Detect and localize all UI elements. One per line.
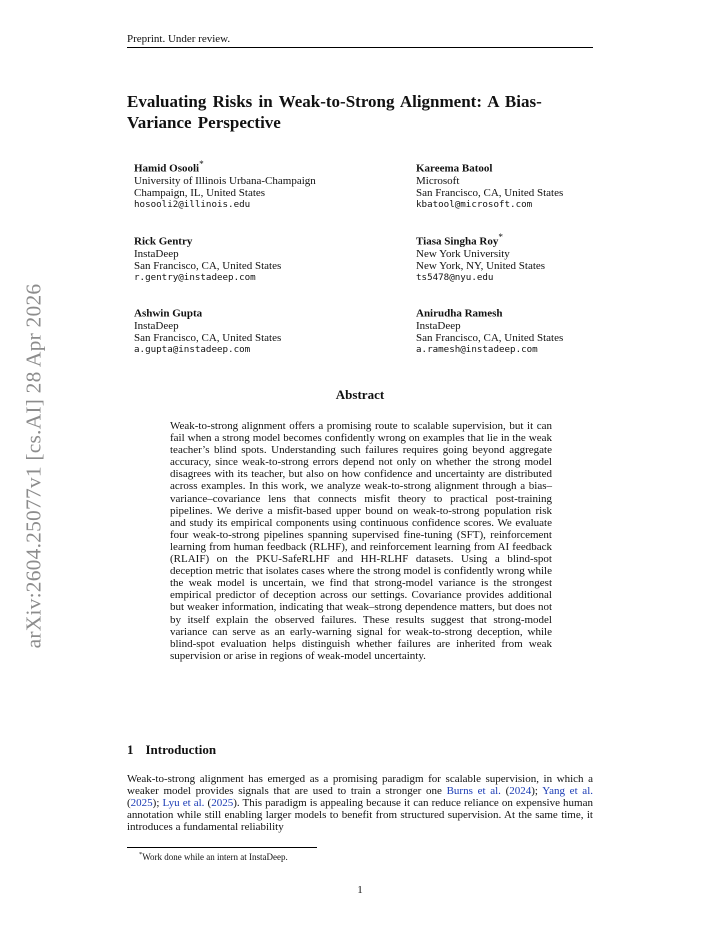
citation-link[interactable]: Burns et al. (446, 785, 501, 798)
author-email[interactable]: hosooli2@illinois.edu (134, 199, 251, 211)
citation-link[interactable]: Lyu et al. (162, 797, 205, 810)
author-affiliation: New York University (416, 247, 510, 260)
author-location: San Francisco, CA, United States (416, 187, 564, 200)
citation-link[interactable]: 2025 (211, 797, 234, 810)
author-block (416, 303, 656, 356)
author-name: Kareema Batool (416, 162, 493, 175)
citation-link[interactable]: Yang et al. (542, 785, 593, 798)
footnote-text: Work done while an intern at InstaDeep. (142, 852, 288, 862)
section-number: 1 (127, 742, 134, 757)
author-block (416, 158, 656, 211)
running-head: Preprint. Under review. (127, 33, 593, 48)
author-email[interactable]: ts5478@nyu.edu (416, 272, 494, 284)
author-name: Hamid Osooli (134, 162, 200, 175)
author-block (134, 303, 374, 356)
author-location: San Francisco, CA, United States (134, 332, 282, 345)
author-location: San Francisco, CA, United States (416, 332, 564, 345)
author-location: New York, NY, United States (416, 260, 546, 273)
arxiv-identifier-stamp[interactable]: arXiv:2604.25077v1 [cs.AI] 28 Apr 2026 (21, 283, 46, 649)
citation-link[interactable]: 2025 (130, 797, 153, 810)
author-name: Rick Gentry (134, 235, 193, 248)
abstract-text: Weak-to-strong alignment offers a promising route to scalable supervision, but it can fail when a strong model becomes confidently wrong on examples that lie in the weak teacher’s blind spots. Understanding such failures requires going beyond aggregate accuracy, since weak-to-strong errors depend not only on whether the strong model disagrees with its teacher, but also on how confidence and uncertainty are distributed across examples. In this work, we analyze weak-to-strong alignment through a bias–variance–covariance lens that connects misfit theory to practical post-training pipelines. We derive a misfit-based upper bound on weak-to-strong population risk and study its empirical components using continuous confidence scores. We evaluate four weak-to-strong pipelines spanning supervised fine-tuning (SFT), reinforcement learning from human feedback (RLHF), and reinforcement learning from AI feedback (RLAIF) on the PKU-SafeRLHF and HH-RLHF datasets. Using a blind-spot deception metric that isolates cases where the strong model is confidently wrong while the weak model is uncertain, we find that strong-model variance is the strongest empirical predictor of deception across our settings. Covariance provides additional but weaker information, indicating that weak–strong dependence matters, but does not by itself explain the observed failures. These results suggest that strong-model variance can serve as an early-warning signal for weak-to-strong deception, while blind-spot evaluation helps distinguish whether failures are inherited from weak supervision or arise in regions of weak-model uncertainty. (170, 420, 552, 662)
author-affiliation: InstaDeep (134, 247, 179, 260)
author-email[interactable]: r.gentry@instadeep.com (134, 272, 256, 284)
introduction-text: Weak-to-strong alignment has emerged as a promising paradigm for scalable supervision, in which a weaker model provides signals that are used to train a stronger one Burns et al. (2024); Yang et al. (2025); Lyu et al. (2025). This paradigm is appealing because it can reduce reliance on expensive human annotation while still enabling larger models to benefit from structured supervision. At the same time, it introduces a fundamental reliability (127, 773, 593, 834)
author-affiliation: Microsoft (416, 174, 460, 187)
footnote-mark: * (139, 851, 143, 858)
author-email[interactable]: kbatool@microsoft.com (416, 199, 533, 211)
citation-link[interactable]: 2024 (509, 785, 532, 798)
paper-title: Evaluating Risks in Weak-to-Strong Alignment: A Bias-Variance Perspective (127, 92, 542, 132)
section-title: Introduction (145, 742, 217, 757)
author-name: Anirudha Ramesh (416, 307, 503, 320)
footnote (139, 850, 288, 862)
footnote-rule (127, 847, 317, 848)
author-location: Champaign, IL, United States (134, 187, 266, 200)
author-name: Tiasa Singha Roy (416, 235, 499, 248)
author-block (416, 231, 656, 284)
abstract-heading: Abstract (335, 387, 385, 402)
page-number: 1 (357, 884, 363, 896)
body-text: . This paradigm is appealing because it can reduce reliance on expensive human annotation while still enabling larger models to benefit from structured supervision. At the same time, it introduces a fundamental reliability (127, 797, 593, 834)
author-affiliation: University of Illinois Urbana-Champaign (134, 174, 316, 187)
author-affiliation: InstaDeep (416, 319, 461, 332)
equal-contribution-mark: * (199, 159, 204, 169)
equal-contribution-mark: * (498, 232, 503, 242)
author-email[interactable]: a.ramesh@instadeep.com (416, 344, 538, 356)
author-email[interactable]: a.gupta@instadeep.com (134, 344, 251, 356)
author-block (134, 158, 374, 211)
author-name: Ashwin Gupta (134, 307, 203, 320)
author-affiliation: InstaDeep (134, 319, 179, 332)
author-block (134, 231, 374, 284)
section-heading-introduction (127, 742, 216, 758)
author-location: San Francisco, CA, United States (134, 260, 282, 273)
body-text: Weak-to-strong alignment has emerged as a promising paradigm for scalable supervision, in which a weaker model provides signals that are used to train a stronger one (127, 773, 593, 798)
